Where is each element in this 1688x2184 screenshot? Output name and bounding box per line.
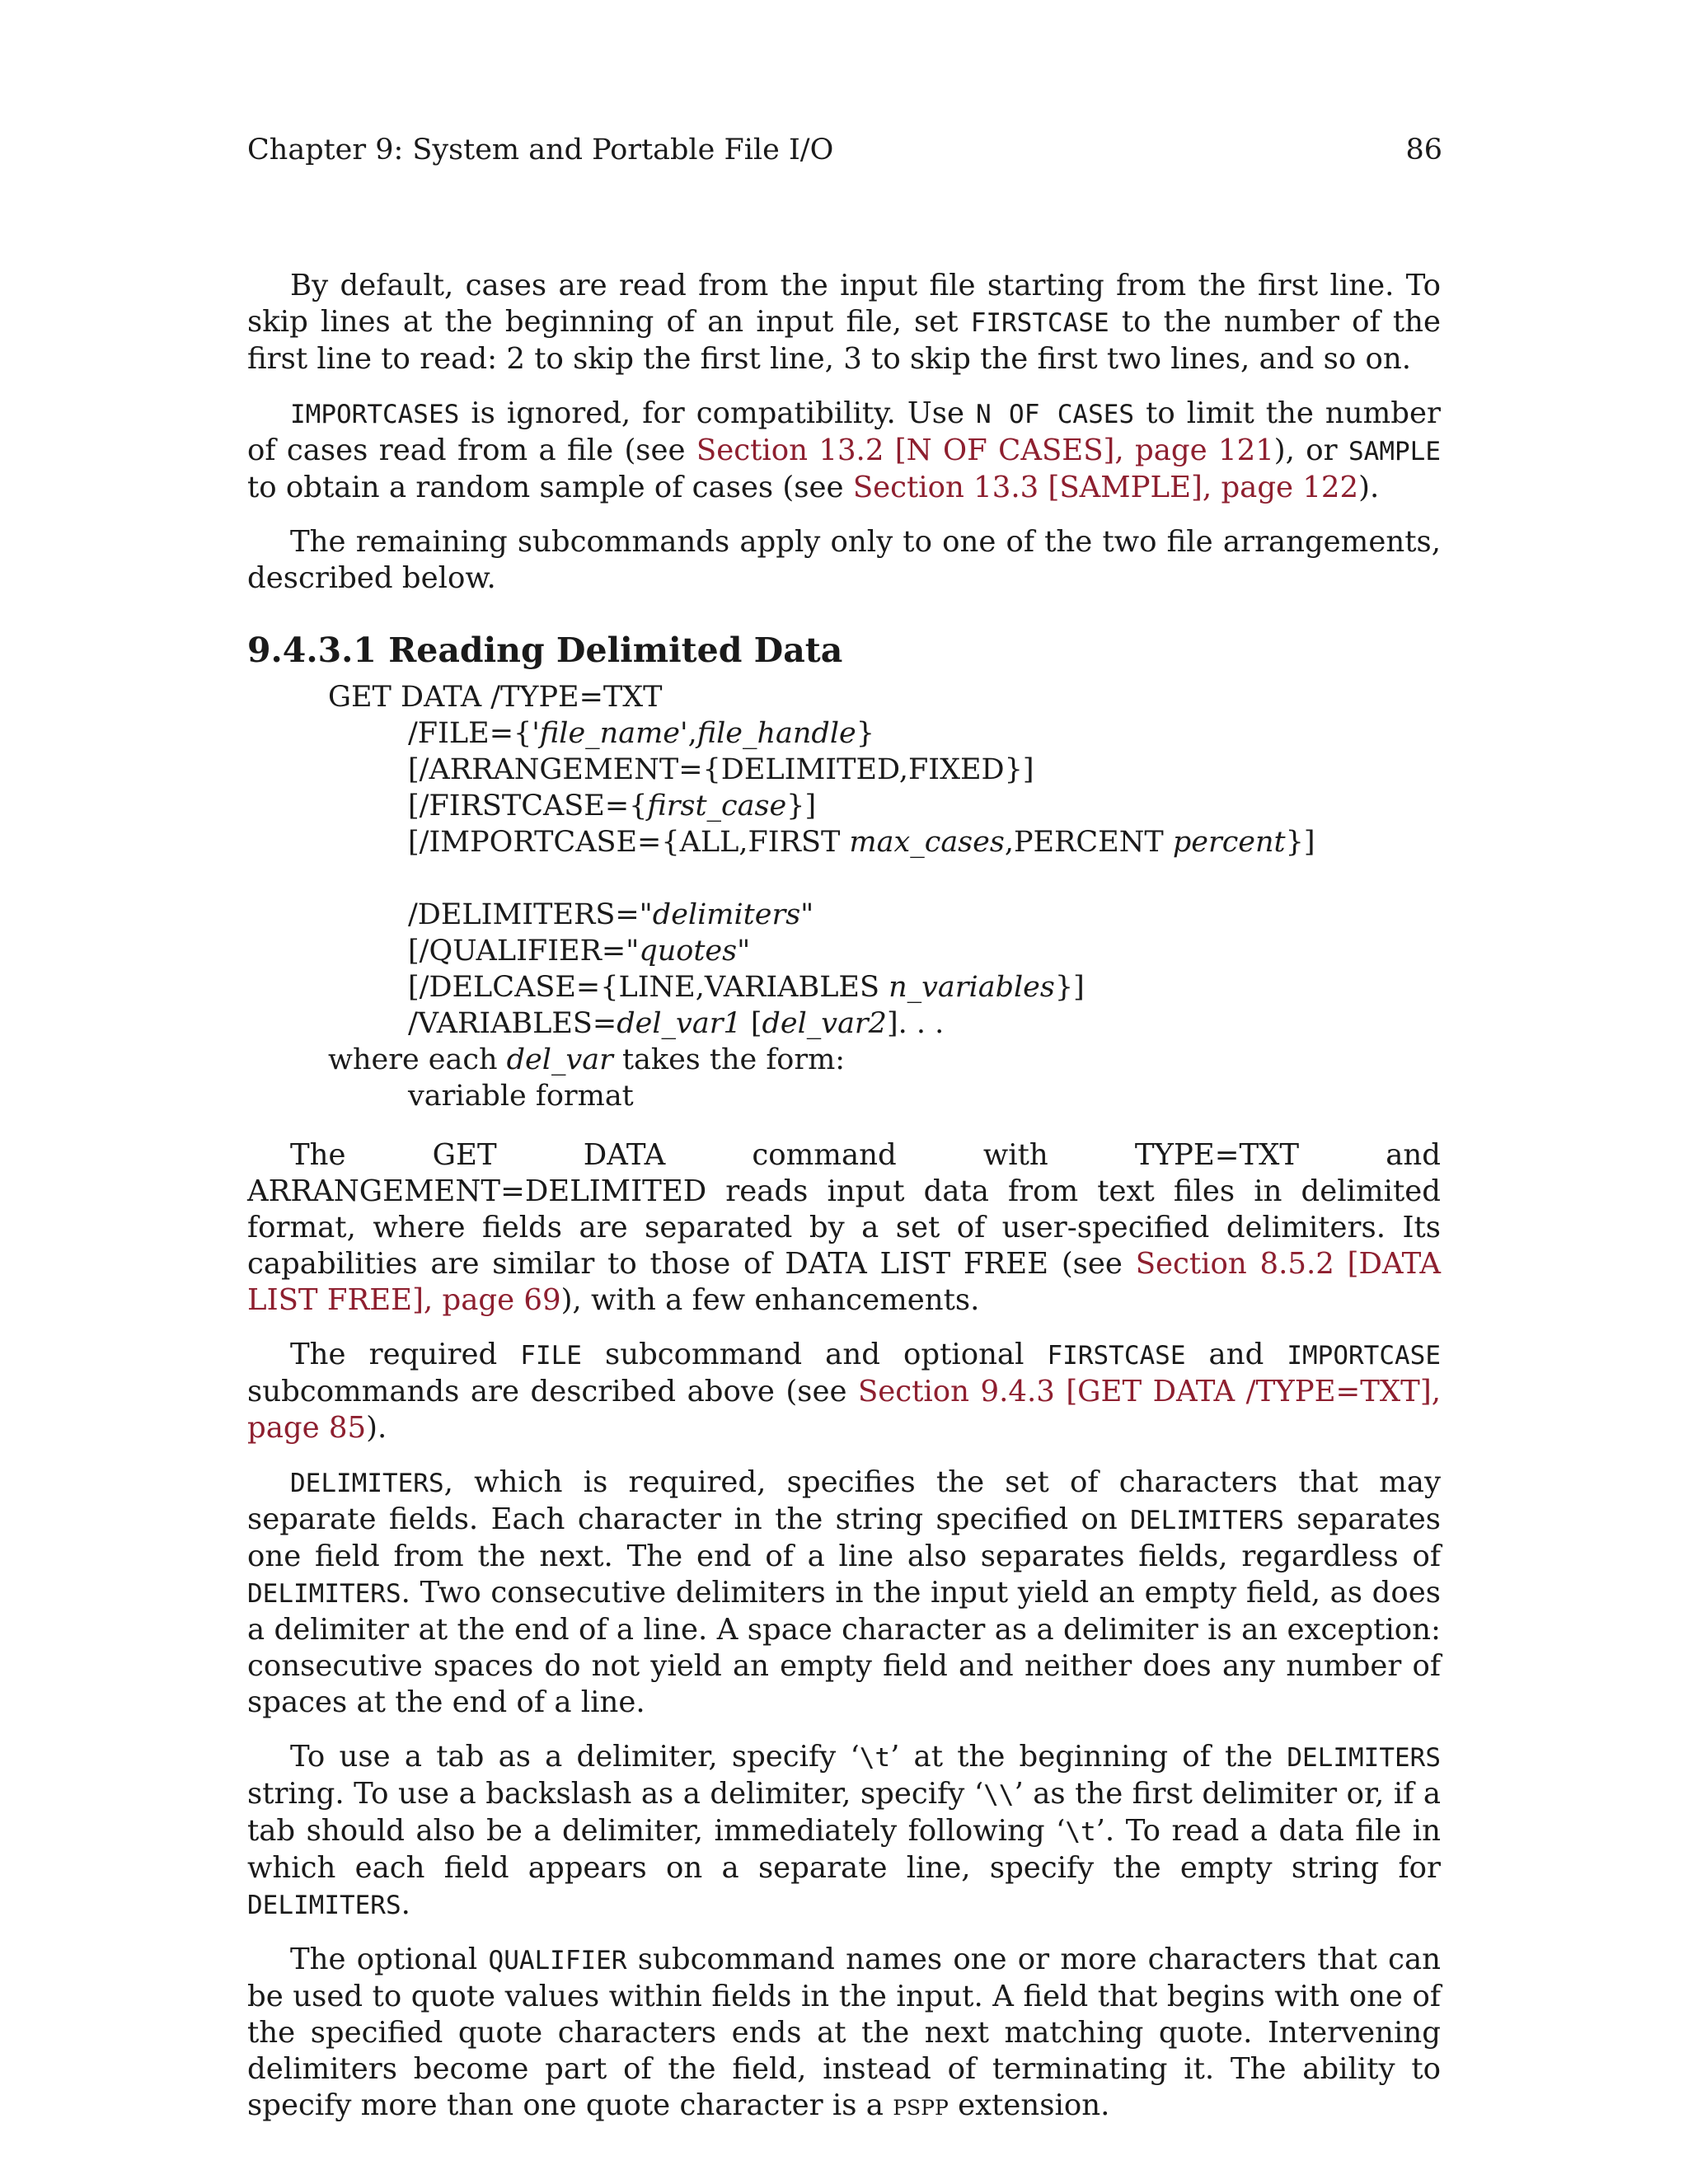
code: N OF CASES — [976, 400, 1135, 429]
text: pspp — [893, 2088, 949, 2122]
text: }] — [1285, 826, 1315, 859]
code: DELIMITERS — [247, 1891, 401, 1920]
paragraph-remaining: The remaining subcommands apply only to one of the two file arrangements, described below. — [247, 525, 1441, 595]
text: to limit the number of cases read from a file (see — [247, 396, 1442, 467]
text: ). — [1358, 471, 1380, 504]
text: ,PERCENT — [1004, 826, 1173, 859]
text: [ — [741, 1007, 762, 1040]
page-body — [247, 268, 1441, 2142]
code: DELIMITERS — [247, 1579, 401, 1609]
text: subcommand names one or more characters that can be used to quote values within fields in the input. A field that begins with one of the specified quote characters ends at the next matching quote. Intervening delimiters become part of the field, instead of terminating it. The ability to specify more than one quote character is a — [247, 1943, 1442, 2122]
syntax-line — [328, 969, 1441, 1005]
text: /DELIMITERS=" — [408, 898, 653, 931]
text: separates one field from the next. The end of a line also separates fields, regardless of — [247, 1502, 1442, 1573]
syntax-line: [/ARRANGEMENT={DELIMITED,FIXED}] — [408, 753, 1034, 786]
syntax-block — [328, 679, 1441, 1114]
code: FIRSTCASE — [970, 308, 1109, 338]
text: " — [737, 935, 751, 968]
paragraph-importcases — [247, 396, 1441, 506]
text: /FILE={' — [408, 717, 540, 750]
code: FILE — [520, 1341, 582, 1371]
code: SAMPLE — [1348, 437, 1441, 466]
text: to obtain a random sample of cases (see — [247, 471, 853, 504]
placeholder: delimiters — [652, 898, 801, 931]
text: " — [800, 898, 814, 931]
syntax-line — [328, 897, 1441, 933]
text: to the number of the first line to read: 2 to skip the first line, 3 to skip the first two lines, and so on. — [247, 305, 1441, 376]
text: ’. To read a data file in which each field appears on a separate line, specify the empty string for — [247, 1814, 1441, 1885]
text: The optional — [290, 1943, 489, 1976]
chapter-title: Chapter 9: System and Portable File I/O — [247, 134, 834, 166]
text: string. To use a backslash as a delimiter, specify ‘ — [247, 1777, 984, 1811]
text: }] — [786, 790, 817, 823]
cross-reference-link[interactable]: Section 13.2 [N OF CASES], page 121 — [696, 434, 1274, 467]
text: . — [401, 1887, 410, 1921]
text: and — [1185, 1338, 1287, 1371]
text: [/DELCASE={LINE,VARIABLES — [408, 971, 889, 1004]
text: , which is required, specifies the set of characters that may separate fields. Each character in the string specified on — [247, 1465, 1441, 1536]
placeholder: del_var2 — [762, 1007, 887, 1040]
placeholder: file_name — [539, 717, 680, 750]
text: ). — [366, 1411, 387, 1445]
text: /VARIABLES= — [408, 1007, 617, 1040]
code: IMPORTCASES — [290, 400, 460, 429]
paragraph-tab-delimiter — [247, 1739, 1441, 1924]
paragraph-delimiters — [247, 1465, 1441, 1721]
syntax-line — [328, 715, 1441, 752]
text: The required — [290, 1338, 521, 1371]
placeholder: del_var1 — [617, 1007, 742, 1040]
text: ’ as the first delimiter or, if a tab should also be a delimiter, immediately following ‘ — [247, 1777, 1441, 1848]
text: [/IMPORTCASE={ALL,FIRST — [408, 826, 850, 859]
text: By default, cases are read from the input file starting from the first line. To skip lines at the beginning of an input file, set — [247, 269, 1441, 339]
placeholder: n_variables — [889, 971, 1055, 1004]
code: \t — [859, 1743, 891, 1773]
code: DELIMITERS — [1130, 1506, 1284, 1535]
text: ), with a few enhancements. — [560, 1283, 980, 1317]
code: DELIMITERS — [290, 1469, 444, 1498]
text: ), or — [1273, 434, 1349, 467]
text: subcommand and optional — [581, 1338, 1048, 1371]
cross-reference-link[interactable]: Section 9.4.3 [GET DATA /TYPE=TXT], page 85 — [247, 1375, 1441, 1445]
placeholder: del_var — [506, 1043, 613, 1076]
text: . Two consecutive delimiters in the input yield an empty field, as does a delimiter at the end of a line. A space character as a delimiter is an exception: consecutive spaces do not yield an empty field and neither does any number of spaces at the end of a line. — [247, 1576, 1441, 1719]
cross-reference-link[interactable]: Section 8.5.2 [DATA LIST FREE], page 69 — [247, 1247, 1441, 1317]
code: DELIMITERS — [1287, 1743, 1441, 1773]
text: ', — [679, 717, 697, 750]
paragraph-get-data — [247, 1137, 1441, 1319]
text: }] — [1054, 971, 1085, 1004]
blank-line — [328, 860, 1441, 897]
syntax-line — [328, 788, 1441, 824]
syntax-line — [328, 824, 1441, 860]
placeholder: quotes — [639, 935, 738, 968]
text: } — [856, 717, 875, 750]
syntax-line — [328, 933, 1441, 969]
code: IMPORTCASE — [1287, 1341, 1441, 1371]
syntax-line — [328, 1042, 1441, 1078]
code: \\ — [983, 1780, 1015, 1810]
running-header — [247, 132, 1442, 168]
page-number: 86 — [1405, 134, 1442, 166]
text: The GET DATA command with TYPE=TXT and ARRANGEMENT=DELIMITED reads input data from text files in delimited format, where fields are separated by a set of user-specified delimiters. Its capabilities are similar to those of DATA LIST FREE (see — [247, 1138, 1441, 1281]
section-heading: 9.4.3.1 Reading Delimited Data — [247, 630, 843, 670]
text: [/QUALIFIER=" — [408, 935, 640, 968]
syntax-line: variable format — [408, 1080, 634, 1113]
syntax-line: GET DATA /TYPE=TXT — [328, 681, 663, 714]
cross-reference-link[interactable]: Section 13.3 [SAMPLE], page 122 — [852, 471, 1359, 504]
text: takes the form: — [612, 1043, 846, 1076]
placeholder: percent — [1172, 826, 1286, 859]
paragraph-qualifier — [247, 1942, 1441, 2124]
paragraph-firstcase — [247, 268, 1441, 377]
code: FIRSTCASE — [1047, 1341, 1186, 1371]
code: QUALIFIER — [488, 1946, 627, 1975]
paragraph-file-subcommand — [247, 1337, 1441, 1446]
text: [/FIRSTCASE={ — [408, 790, 648, 823]
placeholder: file_handle — [696, 717, 856, 750]
text: subcommands are described above (see — [247, 1375, 858, 1408]
text: is ignored, for compatibility. Use — [459, 396, 976, 430]
syntax-line — [328, 1005, 1441, 1042]
text: ’ at the beginning of the — [890, 1740, 1287, 1774]
text: where each — [328, 1043, 507, 1076]
text: extension. — [948, 2088, 1110, 2122]
text: To use a tab as a delimiter, specify ‘ — [290, 1740, 860, 1774]
code: \t — [1065, 1817, 1096, 1847]
text: ]. . . — [886, 1007, 945, 1040]
placeholder: max_cases — [849, 826, 1005, 859]
placeholder: first_case — [647, 790, 787, 823]
